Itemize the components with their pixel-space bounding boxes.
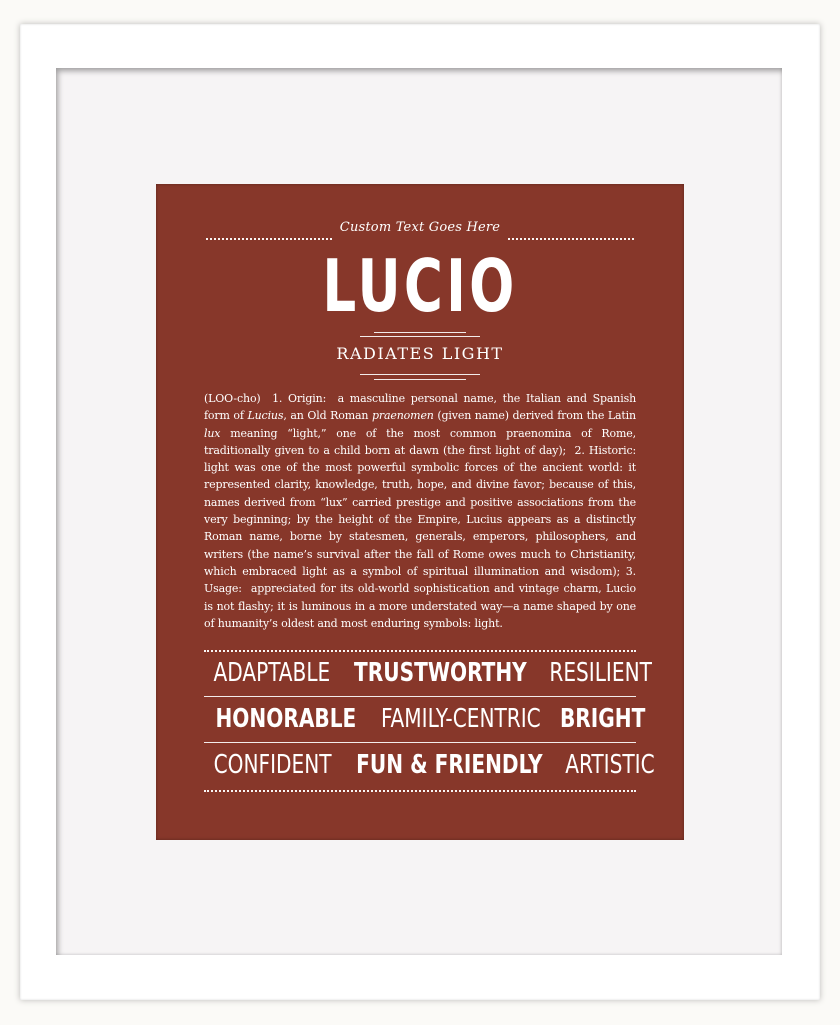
top-left-dotted-line xyxy=(206,238,332,240)
traits-row-2 xyxy=(204,704,646,734)
origin-label: 1. Origin: xyxy=(272,392,327,405)
pronunciation: (LOO-cho) xyxy=(204,392,261,405)
origin-text-c: (given name) derived from the Latin xyxy=(437,409,636,423)
traits-rule-2 xyxy=(204,742,636,743)
origin-italic-praenomen: praenomen xyxy=(371,409,434,423)
name-meaning: RADIATES LIGHT xyxy=(336,344,504,363)
name-definition xyxy=(204,390,636,632)
trait: RESILIENT xyxy=(548,658,652,688)
origin-italic-lux: lux xyxy=(204,426,221,440)
trait: ARTISTIC xyxy=(565,750,655,780)
usage-text: appreciated for its old-world sophistication and vintage charm, Lucio is not flashy; it is luminous in a more understated way—a name shaped by one of humanity’s oldest and most enduring symbols: light. xyxy=(204,582,636,630)
meaning-top-rule xyxy=(374,332,466,333)
historic-text: light was one of the most powerful symbolic forces of the ancient world: it represented clarity, knowledge, truth, hope, and divine favor; because of this, names derived from “lux” carried prestige and positive associations from the very beginning; by the height of the Empire, Lucius appears as a distinctly Roman name, borne by statesmen, generals, emperors, philosophers, and writers (the name’s survival after the fall of Rome owes much to Christianity, which embraced light as a symbol of spiritual illumination and wisdom); xyxy=(204,461,636,578)
traits-row-1 xyxy=(204,658,652,688)
traits-row-3 xyxy=(204,750,655,780)
name-print xyxy=(156,184,684,840)
trait: CONFIDENT xyxy=(213,750,332,780)
trait: FAMILY-CENTRIC xyxy=(380,704,541,734)
trait: ADAPTABLE xyxy=(213,658,331,688)
meaning-top-rule-2 xyxy=(360,336,480,337)
top-right-dotted-line xyxy=(508,238,634,240)
traits-bottom-dotted-line xyxy=(204,790,636,792)
trait: TRUSTWORTHY xyxy=(353,658,527,688)
custom-text: Custom Text Goes Here xyxy=(339,220,501,235)
traits-rule-1 xyxy=(204,696,636,697)
trait: BRIGHT xyxy=(560,704,646,734)
name-title: LUCIO xyxy=(322,244,518,328)
meaning-bottom-rule xyxy=(360,374,480,375)
usage-label: 3. Usage: xyxy=(204,564,636,596)
origin-text: a masculine personal name, the Italian and Spanish form of xyxy=(204,392,637,423)
trait: HONORABLE xyxy=(215,704,357,734)
origin-text-d: meaning “light,” one of the most common praenomina of Rome, traditionally given to a child born at dawn (the first light of day); xyxy=(204,426,636,457)
historic-label: 2. Historic: xyxy=(574,443,637,457)
traits-top-dotted-line xyxy=(204,650,636,652)
origin-italic-lucius: Lucius xyxy=(247,409,284,423)
meaning-bottom-rule-2 xyxy=(374,379,466,380)
origin-text-b: , an Old Roman xyxy=(283,409,369,423)
trait: FUN & FRIENDLY xyxy=(356,750,543,780)
